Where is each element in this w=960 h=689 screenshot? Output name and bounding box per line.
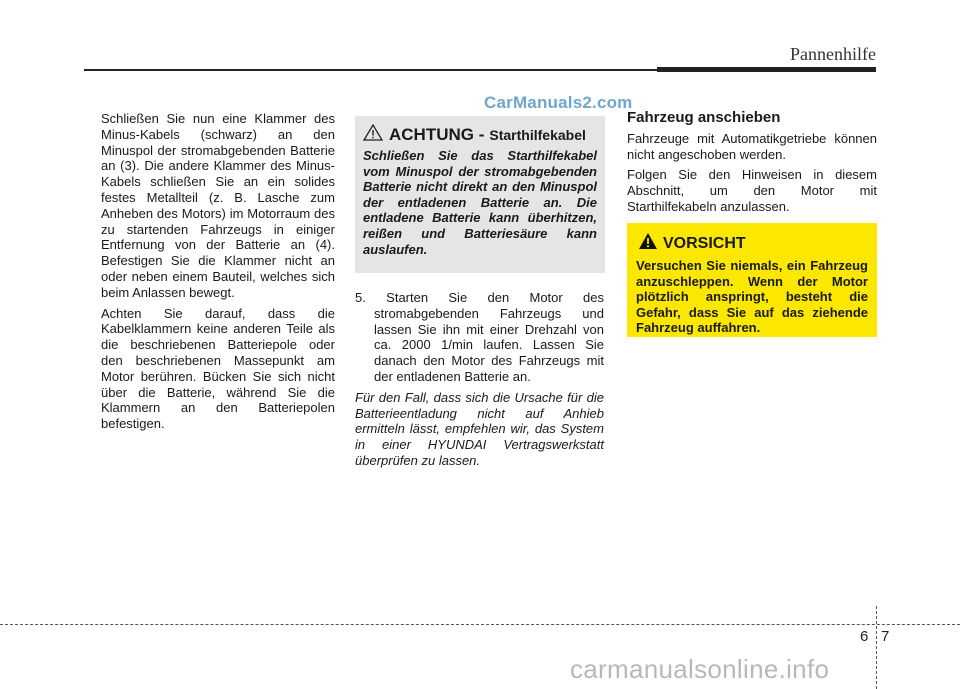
page-number: 7 xyxy=(881,628,890,645)
caution-title-label: VORSICHT xyxy=(663,234,746,252)
caution-box xyxy=(627,223,877,337)
step-5: 5. Starten Sie den Motor des stromabgebenden Fahrzeugs und lassen Sie ihn mit einer Drehzahl von ca. 2000 1/min laufen. Lassen Sie danach den Motor des Fahrzeugs mit der entladenen Batterie an. xyxy=(355,290,604,384)
header-rule-thick xyxy=(657,67,876,72)
warning-triangle-outline-icon xyxy=(363,124,383,146)
footer-vertical-divider xyxy=(876,606,877,689)
watermark-bottom: carmanualsonline.info xyxy=(570,654,830,684)
warning-title-label: ACHTUNG - xyxy=(389,125,485,144)
warning-triangle-filled-icon xyxy=(638,232,658,255)
paragraph-automatic: Fahrzeuge mit Automatikgetriebe können nicht angeschoben werden. xyxy=(627,130,877,162)
paragraph-clamp-caution: Achten Sie darauf, dass die Kabelklammern keine anderen Teile als die beschriebenen Batteriepole oder den beschriebenen Massepunkt am Motor berühren. Bücken Sie sich nicht über die Batterie, während Sie die Klammern an den Batteriepolen befestigen. xyxy=(101,305,335,432)
watermark-top: CarManuals2.com xyxy=(484,93,633,112)
warning-title xyxy=(363,124,597,146)
warning-title-subtitle: Starthilfekabel xyxy=(489,127,586,143)
footer-divider xyxy=(0,624,960,625)
page-chapter-number: 6 xyxy=(860,628,869,645)
paragraph-connect-minus: Schließen Sie nun eine Klammer des Minus-Kabels (schwarz) an den Minuspol der stromabgebenden Batterie an (3). Die andere Klammer des Minus-Kabels schließen Sie an ein solides festes Metallteil (z. B. Lasche zum Anheben des Motors) im Motorraum des zu startenden Fahrzeugs in einiger Entfernung von der Batterie an (4). Befestigen Sie die Klammer nicht an oder neben einem Bauteil, welches sich beim Anlassen bewegt. xyxy=(101,111,335,300)
chapter-title: Pannenhilfe xyxy=(790,44,876,64)
column-3 xyxy=(627,110,877,220)
caution-title xyxy=(638,232,868,255)
caution-body: Versuchen Sie niemals, ein Fahrzeug anzuschleppen. Wenn der Motor plötzlich anspringt, besteht die Gefahr, dass Sie auf das ziehende Fahrzeug auffahren. xyxy=(636,258,868,336)
paragraph-follow-instructions: Folgen Sie den Hinweisen in diesem Abschnitt, um den Motor mit Starthilfekabeln anzulassen. xyxy=(627,167,877,214)
column-1 xyxy=(101,111,335,437)
column-2 xyxy=(355,290,604,474)
header-rule xyxy=(84,69,657,71)
warning-body: Schließen Sie das Starthilfekabel vom Minuspol der stromabgebenden Batterie nicht direkt an den Minuspol der entladenen Batterie an. Die entladene Batterie kann überhitzen, reißen und Batteriesäure kann auslaufen. xyxy=(363,148,597,257)
warning-box xyxy=(355,116,605,273)
service-note: Für den Fall, dass sich die Ursache für die Batterieentladung nicht auf Anhieb ermitteln lässt, empfehlen wir, das System in einer HYUNDAI Vertragswerkstatt überprüfen zu lassen. xyxy=(355,389,604,468)
section-heading: Fahrzeug anschieben xyxy=(627,109,781,126)
